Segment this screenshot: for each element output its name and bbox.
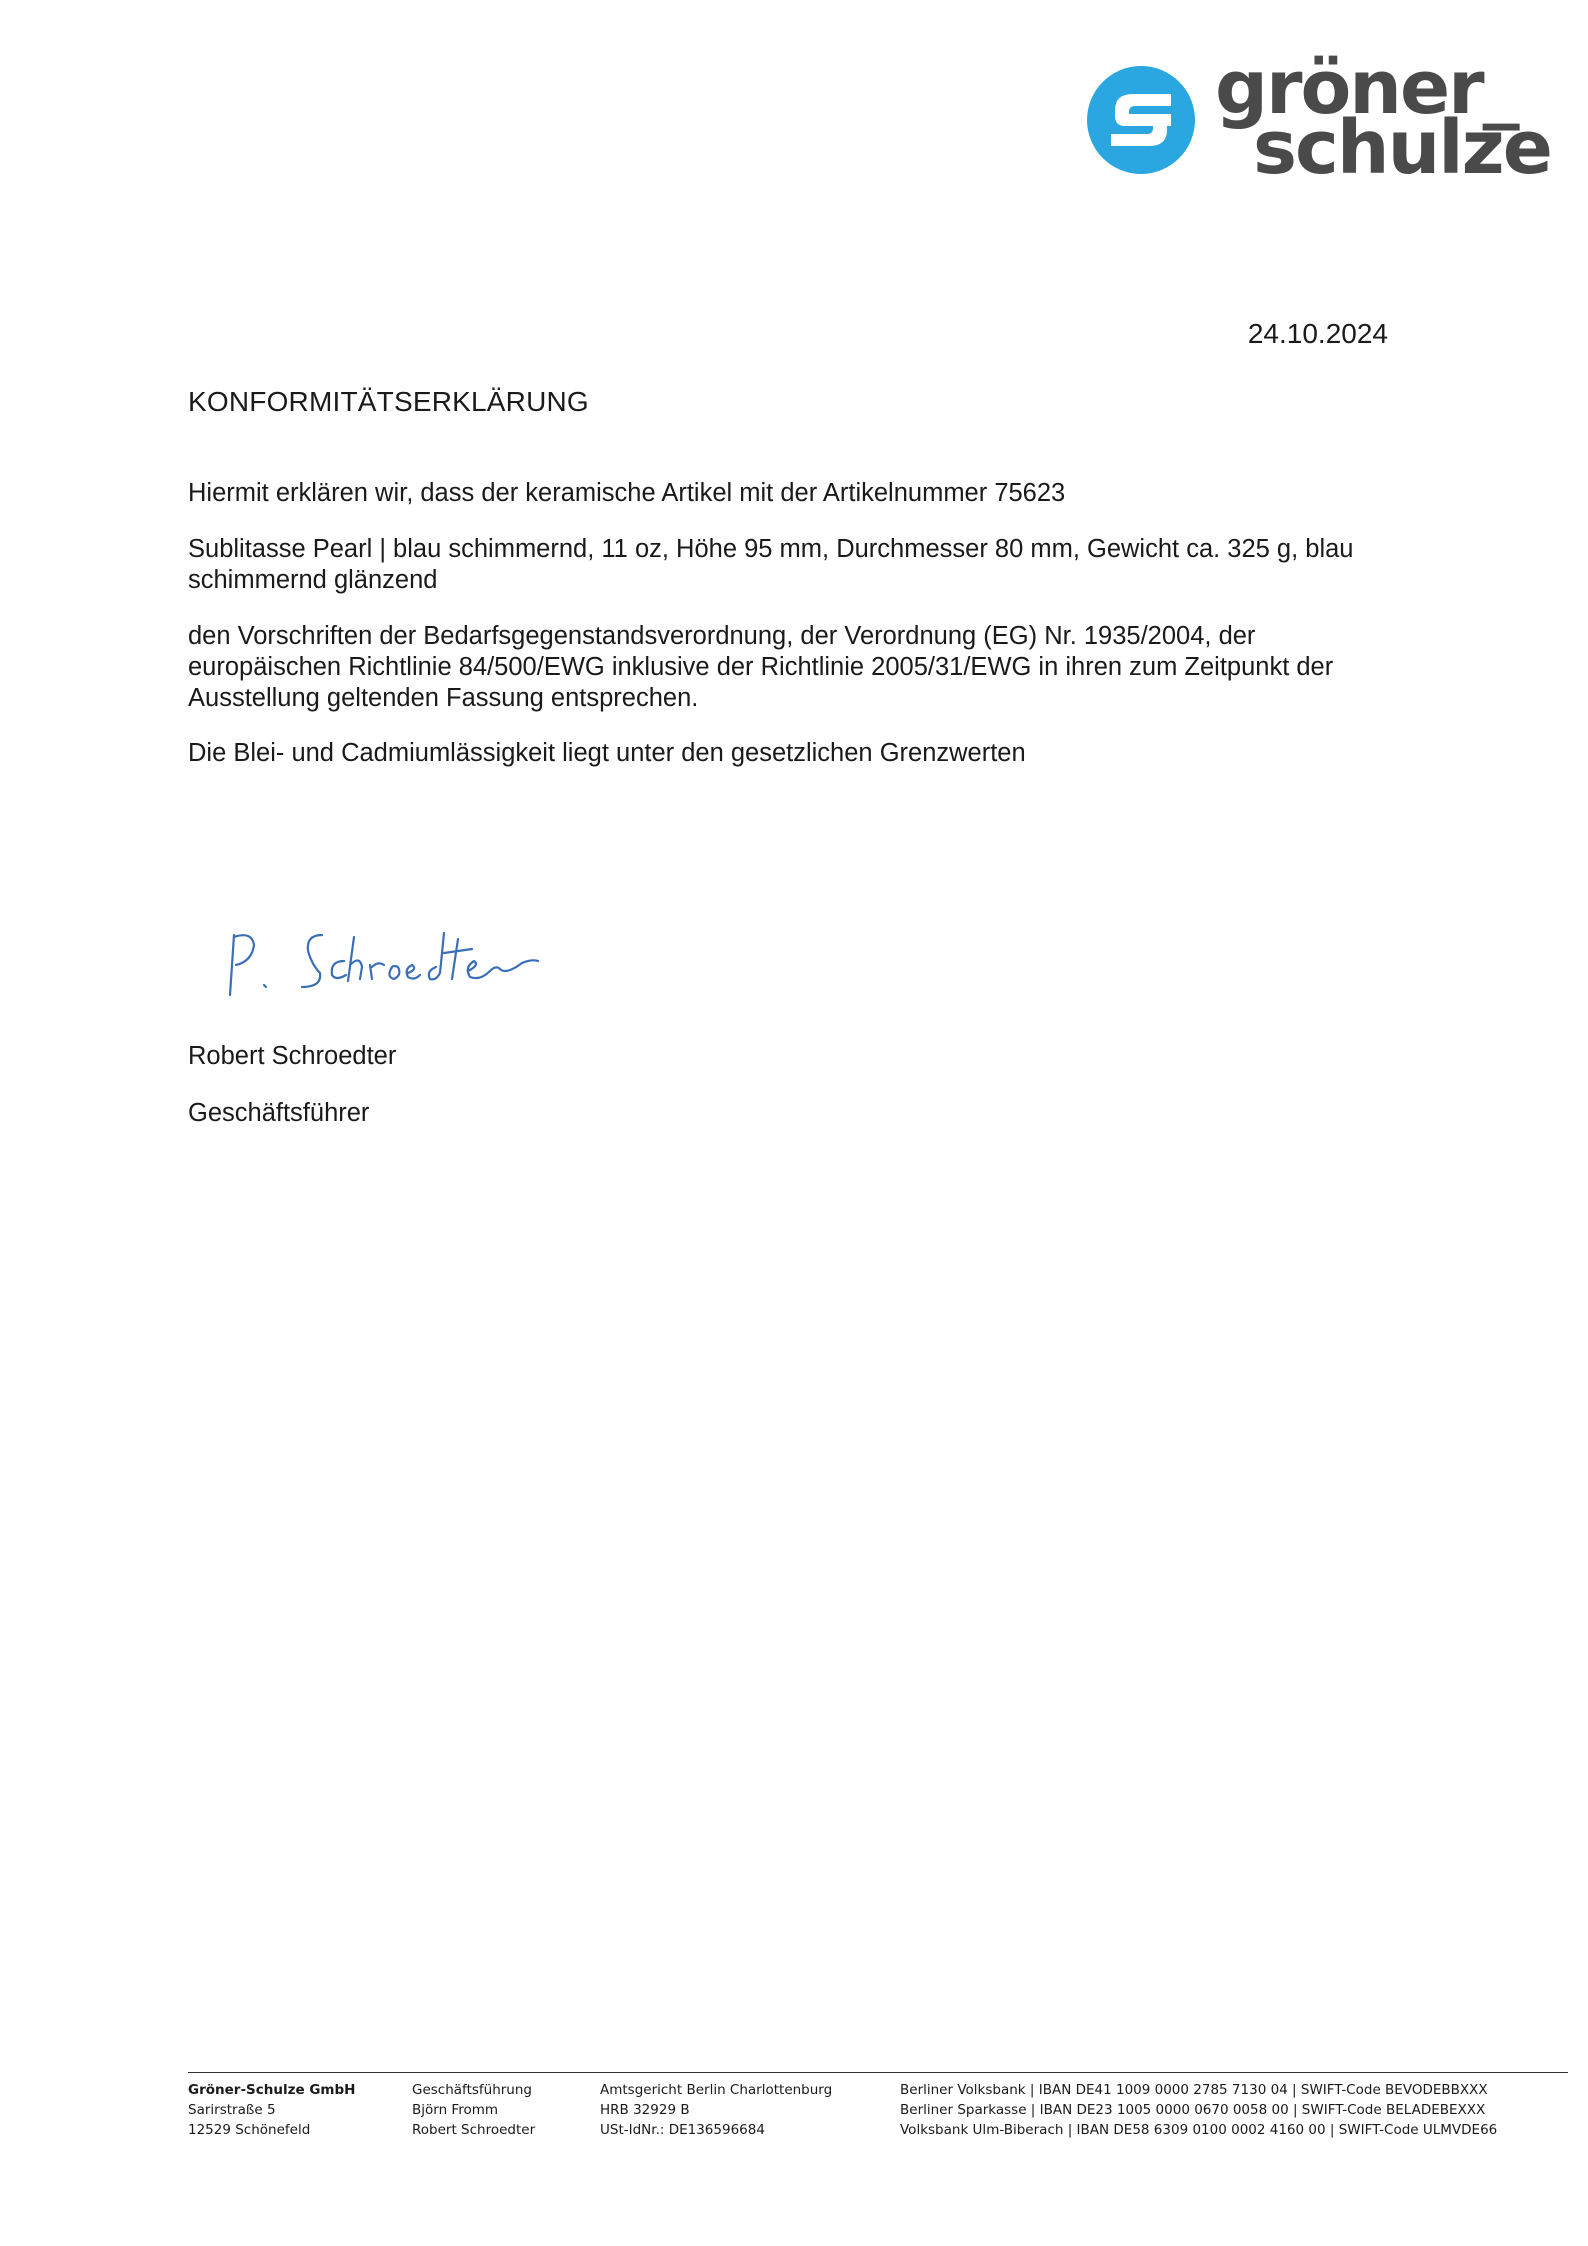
footer-banks [900,2080,1497,2140]
footer-management-label: Geschäftsführung [412,2082,532,2098]
footer-company [188,2080,355,2140]
footer-bank-3: Volksbank Ulm-Biberach | IBAN DE58 6309 0100 0002 4160 00 | SWIFT-Code ULMVDE66 [900,2122,1498,2138]
footer-company-name: Gröner-Schulze GmbH [188,2082,356,2098]
footer-company-street: Sarirstraße 5 [188,2102,276,2118]
paragraph-regulations: den Vorschriften der Bedarfsgegenstandsverordnung, der Verordnung (EG) Nr. 1935/2004, der europäischen Richtlinie 84/500/EWG inklusive der Richtlinie 2005/31/EWG in ihren zum Zeitpunkt der Ausstellung geltenden Fassung entsprechen. [188,622,1334,712]
paragraph-article-number: Hiermit erklären wir, dass der keramische Artikel mit der Artikelnummer 75623 [188,479,1066,507]
paragraph-limits: Die Blei- und Cadmiumlässigkeit liegt unter den gesetzlichen Grenzwerten [188,739,1026,767]
footer-company-city: 12529 Schönefeld [188,2122,311,2138]
logo-word-line1: gröner_ [1215,45,1518,131]
footer-registry [600,2080,832,2140]
footer-bank-1: Berliner Volksbank | IBAN DE41 1009 0000 2785 7130 04 | SWIFT-Code BEVODEBBXXX [900,2082,1488,2098]
signer-role: Geschäftsführer [188,1099,370,1127]
footer-registry-court: Amtsgericht Berlin Charlottenburg [600,2082,833,2098]
footer-management-person1: Björn Fromm [412,2102,499,2118]
document-title: KONFORMITÄTSERKLÄRUNG [188,386,589,417]
footer-divider [188,2072,1568,2073]
footer-management-person2: Robert Schroedter [412,2122,536,2138]
logo-wordmark [1215,45,1551,191]
footer-registry-vat: USt-IdNr.: DE136596684 [600,2122,765,2138]
document-date: 24.10.2024 [1247,318,1388,349]
signer-name: Robert Schroedter [188,1042,397,1070]
footer-registry-hrb: HRB 32929 B [600,2102,690,2118]
logo-word-line2: schulze [1253,105,1551,191]
footer-bank-2: Berliner Sparkasse | IBAN DE23 1005 0000 0670 0058 00 | SWIFT-Code BELADEBEXXX [900,2102,1486,2118]
gs-swirl-logo-icon [1085,64,1197,176]
paragraph-product-description: Sublitasse Pearl | blau schimmernd, 11 oz, Höhe 95 mm, Durchmesser 80 mm, Gewicht ca. 325 g, blau schimmernd glänzend [188,535,1354,594]
footer-management [412,2080,535,2140]
handwritten-signature [222,925,552,1005]
company-logo [1085,45,1551,191]
